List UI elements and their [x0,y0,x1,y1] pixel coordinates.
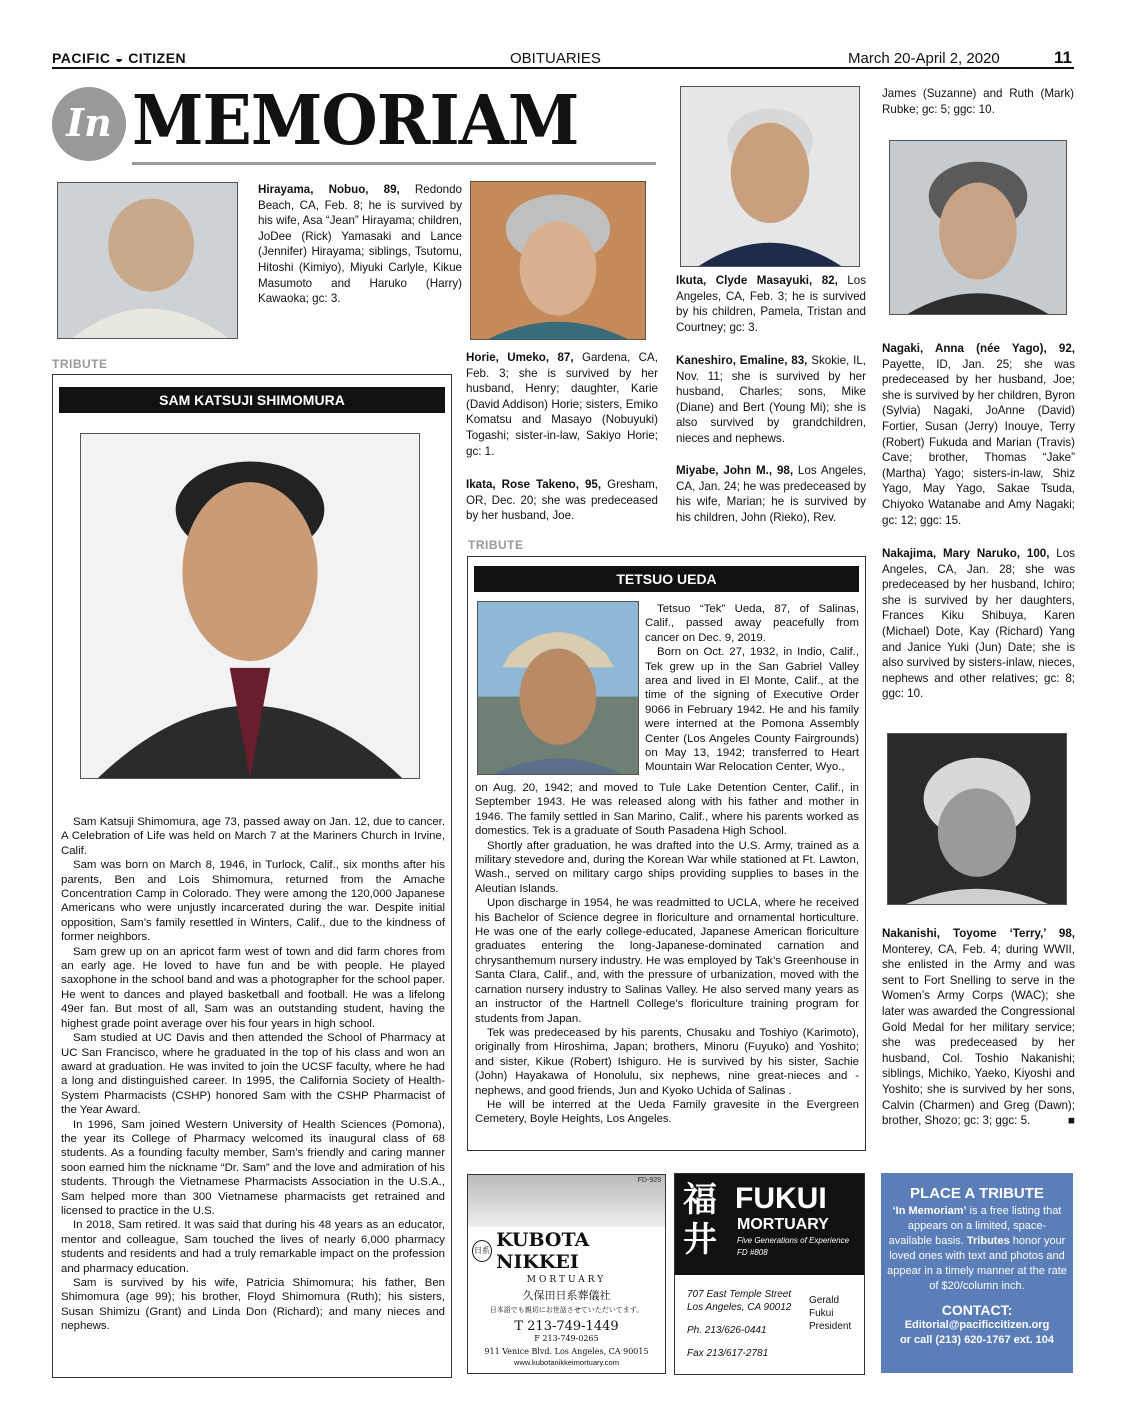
paragraph: In 2018, Sam retired. It was said that during his 48 years as an educator, mentor and colleague, Sam touched the lives of nearly 6,000 pharmacy students and residents and had a truly remarkable impact on the profession and pharmacy education. [61,1219,445,1275]
paragraph: Born on Oct. 27, 1932, in Indio, Calif., Tek grew up in the San Gabriel Valley area and lived in El Monte, Calif., at the time of the signing of Executive Order 9066 in February 1942. He and his family were interned at the Pomona Assembly Center (Los Angeles County Fairgrounds) on May 13, 1942; transferred to Heart Mountain War Relocation Center, Wyo., [645,646,859,774]
paragraph: Sam Katsuji Shimomura, age 73, passed away on Jan. 12, due to cancer. A Celebration of Life was held on March 7 at the Mariners Church in Irvine, Calif. [61,816,445,857]
paragraph: on Aug. 20, 1942; and moved to Tule Lake Detention Center, Calif., in September 1943. He was released along with his father and mother in 1946. The family settled in San Marino, Calif., where his parents worked as domestics. Tek is a graduate of South Pasadena High School. [475,782,859,838]
memoriam-rule [132,162,656,165]
obit-nakanishi: Nakanishi, Toyome ‘Terry,’ 98, Monterey, CA, Feb. 4; during WWII, she enlisted in the Army and was sent to Fort Snelling to serve in the Women’s Army Corps (WAC); she later was awarded the Congressional Gold Medal for her military service; she was predeceased by her husband, Col. Toshio Nakanishi; siblings, Michiko, Yaeko, Kiyoshi and Yoshito; she is survived by her sons, Calvin (Charmen) and Greg (Dawn); brother, Shozo; gc: 3; ggc: 5. ■ [882,927,1075,1128]
page-number: 11 [1054,48,1072,67]
paragraph: Sam was born on March 8, 1946, in Turlock, Calif., six months after his parents, Ben and Lois Shimomura, returned from the Amache Concentration Camp in Colorado. They were among the 120,000 Japanese Americans who were unjustly incarcerated during the war. Despite initial opposition, Sam’s family resettled in Winters, Calif., due to the kindness of former neighbors. [61,859,445,944]
kubota-seal-icon: 日系 [472,1240,492,1262]
ad-fukui-header: 福 井 FUKUI MORTUARY Five Generations of Experience FD #808 [675,1174,864,1275]
place-tribute-text: ‘In Memoriam’ is a free listing that appears on a limited, space-available basis. Tributes honor your loved ones with text and photos and appear in a timely manner at the rate of $20/column inch. [887,1205,1067,1292]
tribute-label: TRIBUTE [52,357,108,371]
obit-miyabe-continued: James (Suzanne) and Ruth (Mark) Rubke; gc: 5; ggc: 10. [882,87,1074,116]
memoriam-title: MEMORIAM [132,81,579,161]
obit-nakajima: Nakajima, Mary Naruko, 100, Los Angeles, CA, Jan. 28; she was predeceased by her husband, Ichiro; she is survived by her daughters, Frances Kiku Shibuya, Karen (Michael) Dote, Kay (Richard) Yang and Janice Yuki (Jun) Date; she is also survived by sisters-inlaw, nieces, nephews and other relatives; gc: 8; ggc: 10. [882,547,1075,701]
obit-hirayama: Hirayama, Nobuo, 89, Redondo Beach, CA, Feb. 8; he is survived by his wife, Asa “Jean” Hirayama; children, JoDee (Rick) Yamasaki and Lance (Jennifer) Hirayama; siblings, Tsutomu, Hitoshi (Kimiyo), Miyuki Carlyle, Kikue Masumoto and Haruko (Harry) Kawaoka; gc: 3. [258,183,462,306]
paragraph: Upon discharge in 1954, he was readmitted to UCLA, where he received his Bachelor of Science degree in floriculture and ornamental horticulture. He was one of the early college-educated, Japanese American floriculture graduates entering the long-Japanese-dominated carnation and chrysanthemum nursery industry. He was employed by Tak’s Greenhouse in Santa Clara, Calif., and, with the pressure of urbanization, moved with the carnation nursery industry to Salinas Valley. He also served many years as an instructor of the Hartnell College’s floriculture training program for students from Japan. [475,897,859,1025]
issue-date: March 20-April 2, 2020 [848,50,1000,67]
obit-kaneshiro: Kaneshiro, Emaline, 83, Skokie, IL, Nov. 11; she is survived by her husband, Charles; sons, Mike (Diane) and Bert (Young Mi); she is also survived by grandchildren, nieces and nephews. [676,354,866,445]
ad-kubota: FD-929 日系 KUBOTA NIKKEI MORTUARY 久保田日系葬儀社 日本語でも親切にお世話させていただいてます。 T 213-749-1449 F 213-749-0265 911 Venice Blvd. Los Angeles, CA 90015 www.kubotanikkeimortuary.com [467,1174,666,1374]
place-tribute-title: PLACE A TRIBUTE [910,1185,1044,1202]
masthead: PACIFIC ◒ CITIZEN [52,50,187,66]
obit-horie: Horie, Umeko, 87, Gardena, CA, Feb. 3; she is survived by her husband, Henry; daughter, Karie (David Addison) Horie; sisters, Emiko Komatsu and Masayo (Nobuyuki) Togashi; sister-in-law, Sakiyo Horie; gc: 1. [466,351,658,458]
ad-kubota-photo: FD-929 [468,1175,665,1227]
paragraph: Shortly after graduation, he was drafted into the U.S. Army, trained as a military stevedore and, during the Korean War while stationed at Ft. Lawton, Wash., served on military cargo ships providing supplies to bases in the Aleutian Islands. [475,839,859,895]
contact-email[interactable]: Editorial@pacificcitizen.org [904,1319,1050,1331]
paragraph: Sam is survived by his wife, Patricia Shimomura; his father, Ben Shimomura (age 99); his brother, Floyd Shimomura (Ruth); his sisters, Susan Shimizu (Grant) and Linda Don (Richard); and many nieces and nephews. [61,1277,445,1333]
ad-fukui: 福 井 FUKUI MORTUARY Five Generations of Experience FD #808 707 East Temple Street Los Angeles, CA 90012 Ph. 213/626-0441 Fax 213/617-2781 Gerald Fukui President [674,1173,865,1375]
tribute-body [61,815,445,1334]
paragraph: Sam studied at UC Davis and then attended the School of Pharmacy at UC San Francisco, where he graduated in the top of his class and won an award at graduation. He was invited to join the UCSF faculty, where he had a long and distinguished career. In 1995, the California Society of Health-System Pharmacists (CSHP) honored Sam with the CSHP Pharmacist of the Year Award. [61,1032,445,1117]
tribute-label-2: TRIBUTE [468,538,524,552]
contact-phone: or call (213) 620-1767 ext. 104 [899,1334,1055,1346]
photo-horie [470,181,646,340]
tribute-ueda [467,556,866,1151]
in-badge: In [52,87,126,161]
paragraph: Tek was predeceased by his parents, Chusaku and Toshiyo (Karimoto), originally from Hiroshima, Japan; brothers, Minoru (Fuyuko) and Yoshito; and sister, Kikue (Robert) Ishiguro. He is survived by his sister, Sachie (John) Hayakawa of Honolulu, six nephews, nine great-nieces and -nephews, and good friends, Jun and Kyoko Uchida of Salinas . [475,1026,859,1097]
tribute-name-bar-2: TETSUO UEDA [474,566,859,592]
photo-nagaki [889,140,1067,315]
paragraph: Sam grew up on an apricot farm west of town and did farm chores from an early age. He loved to have fun and be with people. He played saxophone in the school band and was a photographer for the school paper. He went to dances and played basketball and football. He was a lifelong 49er fan. But most of all, Sam was an outstanding student, having the highest grade point average over his four years in high school. [61,945,445,1030]
tribute-shimomura [52,374,452,1378]
obit-ikata: Ikata, Rose Takeno, 95, Gresham, OR, Dec. 20; she was predeceased by her husband, Joe. [466,478,658,523]
paragraph: In 1996, Sam joined Western University of Health Sciences (Pomona), the year its College of Pharmacy welcomed its inaugural class of 68 students. As a founding faculty member, Sam’s friendly and caring manner soon earned him the nickname “Dr. Sam” and the love and admiration of his students. Through the Vietnamese Pharmacists Association in the U.S.A., Sam helped more than 300 Vietnamese pharmacists get retrained and licensed to practice in the U.S. [61,1118,445,1217]
tribute-name-bar: SAM KATSUJI SHIMOMURA [59,387,445,413]
photo-hirayama [57,182,238,339]
photo-ikuta [680,86,860,267]
contact-label: CONTACT: [941,1302,1013,1318]
photo-nakanishi [887,733,1067,905]
tribute-body-full [475,781,859,1127]
tribute-body-wrap [645,602,859,775]
section-title: OBITUARIES [510,50,601,67]
obit-ikuta: Ikuta, Clyde Masayuki, 82, Los Angeles, CA, Feb. 3; he is survived by his children, Pamela, Tristan and Courtney; gc: 3. [676,274,866,334]
obit-nagaki: Nagaki, Anna (née Yago), 92, Payette, ID, Jan. 25; she was predeceased by her husband, Joe; she is survived by her children, Byron (Sylvia) Nagaki, JoAnne (David) Fortier, Susan (Jerry) Inouye, Terry (Robert) Fukuda and Marian (Travis) Cave; brother, Thomas “Jake” (Martha) Yago; sisters-in-law, Shiz Yago, May Yago, Sakae Tsuda, Chiyoko Watanabe and Amy Nagaki; gc: 12; ggc: 15. [882,342,1075,527]
fukui-kanji: 福 井 [683,1181,717,1259]
header-rule [52,67,1074,69]
paragraph: He will be interred at the Ueda Family gravesite in the Evergreen Cemetery, Boyle Heights, Los Angeles. [475,1098,859,1126]
place-a-tribute-box [881,1173,1073,1373]
obit-miyabe: Miyabe, John M., 98, Los Angeles, CA, Jan. 24; he was predeceased by his wife, Marian; he is survived by his children, John (Rieko), Rev. [676,464,866,524]
paragraph: Tetsuo “Tek” Ueda, 87, of Salinas, Calif., passed away peacefully from cancer on Dec. 9, 2019. [645,603,859,644]
